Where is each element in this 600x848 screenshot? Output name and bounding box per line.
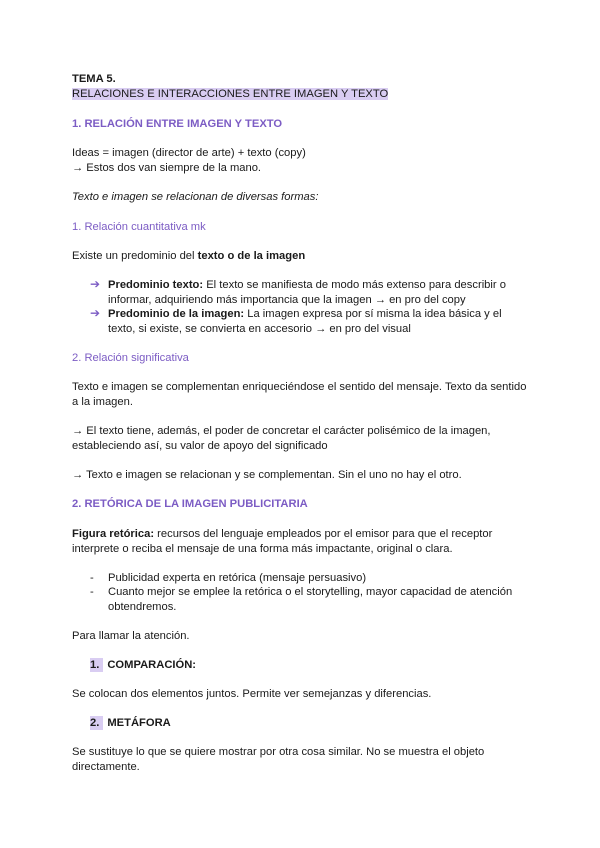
metafora-desc-line-1: Se sustituye lo que se quiere mostrar por otra cosa similar. No se muestra el objeto [72, 746, 485, 758]
section-1-title: 1. RELACIÓN ENTRE IMAGEN Y TEXTO [72, 118, 283, 130]
paragraph-2-line-2: estableciendo así, su valor de apoyo del significado [72, 440, 328, 452]
paragraph-2-line-1: → El texto tiene, además, el poder de concretar el carácter polisémico de la imagen, [72, 425, 491, 437]
bullet-predominio-imagen [108, 307, 532, 337]
bullet-predominio-texto [108, 278, 532, 308]
bullet-text: La imagen expresa por sí misma la idea básica y el [244, 308, 502, 320]
paragraph-3: → Texto e imagen se relacionan y se complementan. Sin el uno no hay el otro. [72, 469, 462, 481]
predominio-bold: texto o de la imagen [197, 250, 306, 262]
bullet-bold: Predominio texto: [108, 279, 204, 291]
paragraph-1-line-1: Texto e imagen se complementan enriqueciéndose el sentido del mensaje. Texto da sentido [72, 381, 527, 393]
figura-bold: Figura retórica: [72, 528, 155, 540]
metafora-desc-line-2: directamente. [72, 761, 140, 773]
italic-intro: Texto e imagen se relacionan de diversas formas: [72, 191, 319, 203]
dash-bullet: - [90, 586, 94, 598]
section-2-title: 2. RETÓRICA DE LA IMAGEN PUBLICITARIA [72, 498, 308, 510]
predominio-prefix: Existe un predominio del [72, 250, 198, 262]
bullet-text: El texto se manifiesta de modo más extenso para describir o [203, 279, 506, 291]
numbered-item-comparacion [90, 658, 196, 673]
item-number: 1. [90, 658, 103, 672]
item-title: COMPARACIÓN: [107, 659, 197, 671]
predominio-line [72, 249, 530, 264]
metafora-desc [72, 745, 530, 775]
arrow-bullet-icon: ➔ [90, 277, 101, 291]
item-number: 2. [90, 716, 103, 730]
dash-item-1: Publicidad experta en retórica (mensaje persuasivo) [108, 572, 367, 584]
paragraph-1-line-2: a la imagen. [72, 396, 133, 408]
bullet-text-2: informar, adquiriendo más importancia que la imagen → en pro del copy [108, 294, 466, 306]
ideas-sub: → Estos dos van siempre de la mano. [72, 162, 262, 174]
dash-item-2-line-2: obtendremos. [108, 601, 177, 613]
dash-item-2 [108, 585, 532, 615]
paragraph-1 [72, 380, 530, 410]
dash-bullet: - [90, 572, 94, 584]
figura-retorica-paragraph [72, 527, 530, 557]
tema-subtitle-text: RELACIONES E INTERACCIONES ENTRE IMAGEN Y TEXTO [72, 88, 389, 100]
comparacion-desc: Se colocan dos elementos juntos. Permite ver semejanzas y diferencias. [72, 688, 432, 700]
bullet-bold: Predominio de la imagen: [108, 308, 245, 320]
item-title: METÁFORA [107, 717, 171, 729]
figura-line-2: interprete o reciba el mensaje de una forma más impactante, original o clara. [72, 543, 453, 555]
tema-heading: TEMA 5. [72, 73, 116, 85]
subsection-1-title: 1. Relación cuantitativa mk [72, 221, 206, 233]
bullet-text-2: texto, si existe, se convierta en accesorio → en pro del visual [108, 323, 411, 335]
ideas-line: Ideas = imagen (director de arte) + texto (copy) [72, 147, 306, 159]
numbered-item-metafora [90, 716, 171, 731]
tema-subtitle [72, 87, 530, 102]
figura-text: recursos del lenguaje empleados por el emisor para que el receptor [154, 528, 493, 540]
arrow-bullet-icon: ➔ [90, 306, 101, 320]
subsection-2-title: 2. Relación significativa [72, 352, 189, 364]
llamar-atencion: Para llamar la atención. [72, 630, 190, 642]
dash-item-2-line-1: Cuanto mejor se emplee la retórica o el storytelling, mayor capacidad de atención [108, 586, 513, 598]
paragraph-2 [72, 424, 530, 454]
